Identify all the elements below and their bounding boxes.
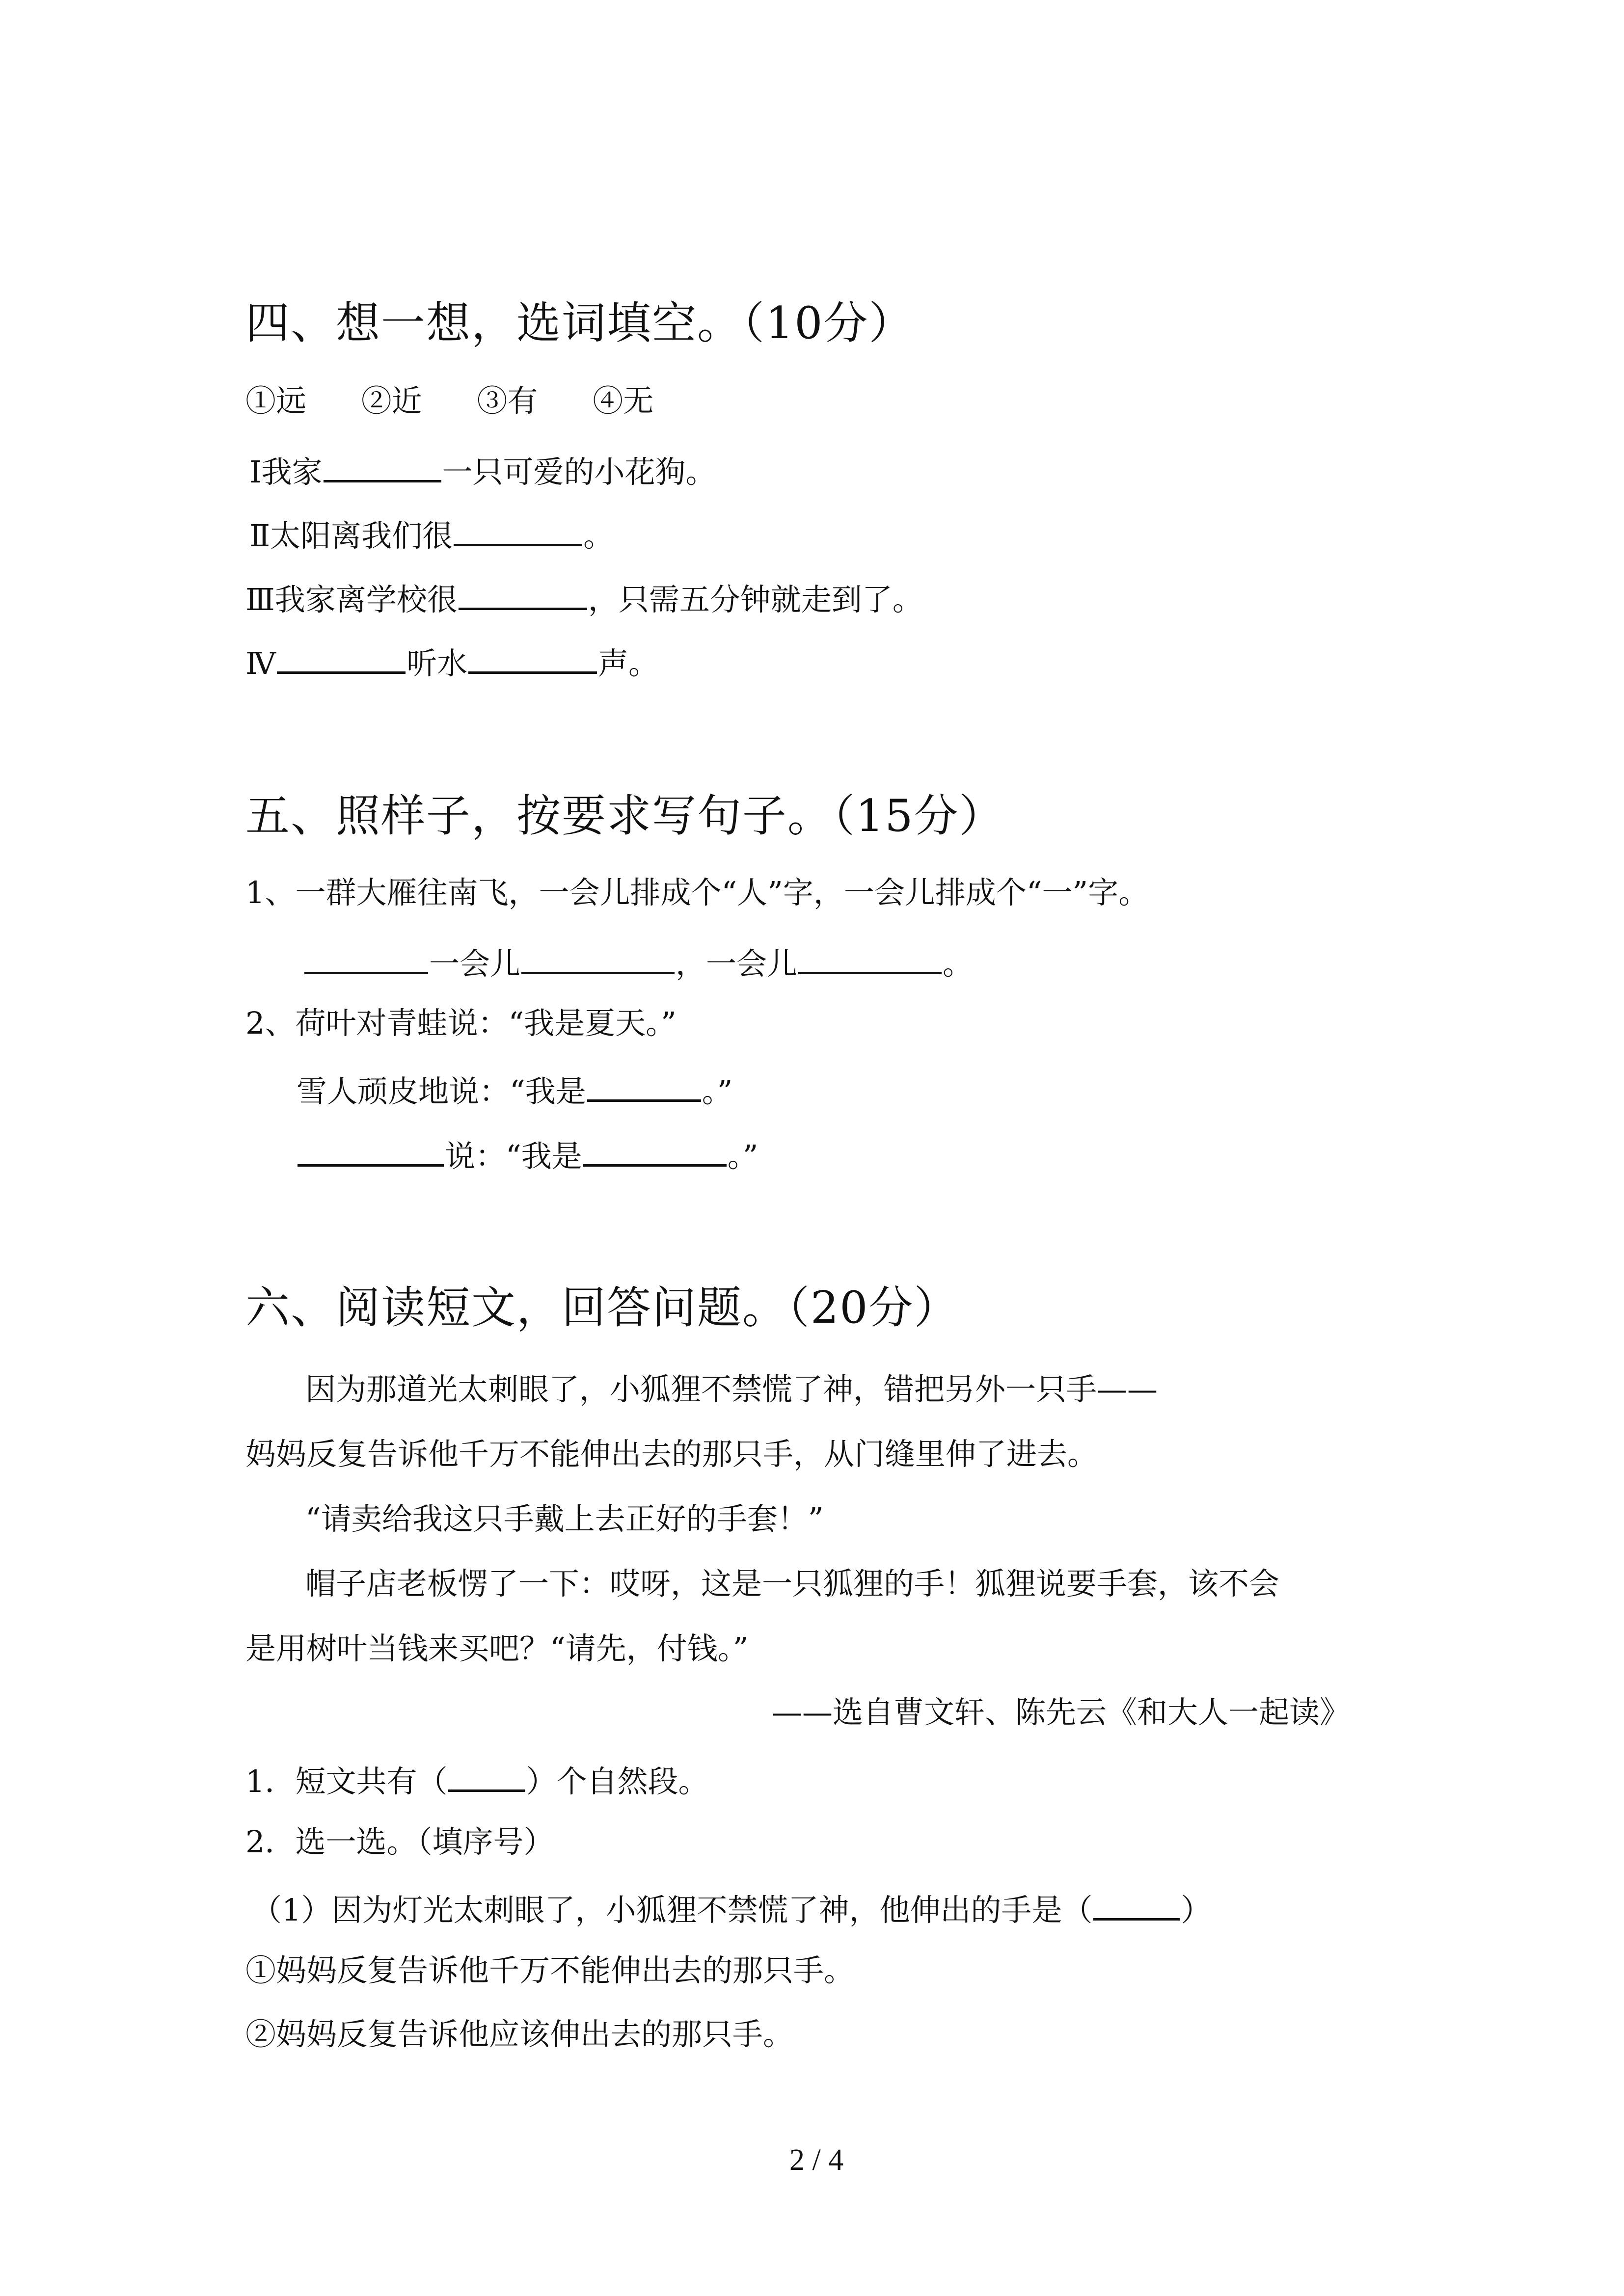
question-6-2-title: 2．选一选。（填序号） <box>245 1824 554 1860</box>
answer-text: 。 <box>943 946 974 982</box>
passage-line-4: 帽子店老板愣了一下：哎呀，这是一只狐狸的手！狐狸说要手套，该不会 <box>305 1566 1280 1602</box>
question-number: Ⅳ <box>245 645 276 681</box>
question-text: 我家离学校很 <box>274 582 458 617</box>
fill-blank[interactable] <box>454 516 582 546</box>
question-text: 听水 <box>406 645 467 681</box>
question-text: ） <box>1181 1892 1212 1928</box>
answer-5-1 <box>303 944 974 982</box>
question-5-2: 2、荷叶对青蛙说：“我是夏天。” <box>245 1005 677 1041</box>
question-4-4 <box>245 644 659 679</box>
question-4-3 <box>245 580 923 615</box>
section-4-options <box>245 383 654 419</box>
question-number: Ⅱ <box>249 518 271 554</box>
option-2: ②近 <box>361 383 422 419</box>
question-6-2-1 <box>251 1891 1212 1928</box>
question-text: 。 <box>583 518 614 554</box>
choice-1: ①妈妈反复告诉他千万不能伸出去的那只手。 <box>245 1952 855 1988</box>
question-text: 太阳离我们很 <box>270 518 453 554</box>
fill-blank[interactable] <box>1093 1891 1180 1921</box>
question-text: ，只需五分钟就走到了。 <box>588 582 923 617</box>
answer-text: 一会儿 <box>429 946 521 982</box>
question-text: 一只可爱的小花狗。 <box>442 454 716 490</box>
passage-line-2: 妈妈反复告诉他千万不能伸出去的那只手，从门缝里伸了进去。 <box>245 1436 1098 1472</box>
example-text: 。” <box>702 1073 733 1109</box>
passage-source: ——选自曹文轩、陈先云《和大人一起读》 <box>772 1694 1351 1730</box>
question-text: 我家 <box>261 454 323 490</box>
option-3: ③有 <box>477 383 538 419</box>
fill-blank[interactable] <box>587 1072 701 1102</box>
answer-text: 。” <box>727 1138 758 1174</box>
question-4-1 <box>249 453 716 490</box>
question-6-1 <box>245 1762 708 1797</box>
fill-blank[interactable] <box>304 944 428 974</box>
question-text: ）个自然段。 <box>526 1763 709 1799</box>
question-5-1: 1、一群大雁往南飞，一会儿排成个“人”字，一会儿排成个“一”字。 <box>245 875 1149 910</box>
passage-line-1: 因为那道光太刺眼了，小狐狸不禁慌了神，错把另外一只手—— <box>305 1371 1158 1407</box>
example-5-2 <box>297 1072 732 1107</box>
fill-blank[interactable] <box>298 1137 444 1167</box>
question-text: （1）因为灯光太刺眼了，小狐狸不禁慌了神，他伸出的手是（ <box>251 1892 1093 1928</box>
section-4-title: 四、想一想，选词填空。（10分） <box>245 297 914 349</box>
answer-5-2 <box>297 1137 758 1172</box>
fill-blank[interactable] <box>798 944 942 974</box>
fill-blank[interactable] <box>448 1762 525 1792</box>
question-number: Ⅰ <box>249 454 262 490</box>
choice-2: ②妈妈反复告诉他应该伸出去的那只手。 <box>245 2016 794 2052</box>
passage-line-3: “请卖给我这只手戴上去正好的手套！” <box>305 1501 824 1537</box>
answer-text: ，一会儿 <box>676 946 798 982</box>
fill-blank[interactable] <box>277 644 406 674</box>
passage-line-5: 是用树叶当钱来买吧？“请先，付钱。” <box>245 1630 749 1666</box>
fill-blank[interactable] <box>468 644 597 674</box>
fill-blank[interactable] <box>324 453 441 482</box>
section-6-title: 六、阅读短文，回答问题。（20分） <box>245 1282 959 1334</box>
fill-blank[interactable] <box>583 1137 727 1167</box>
question-text: 声。 <box>597 645 659 681</box>
option-1: ①远 <box>245 383 307 419</box>
fill-blank[interactable] <box>521 944 675 974</box>
page-number: 2 / 4 <box>789 2143 844 2177</box>
section-5-title: 五、照样子，按要求写句子。（15分） <box>245 790 1004 842</box>
option-4: ④无 <box>593 383 654 419</box>
question-text: 1．短文共有（ <box>245 1763 448 1799</box>
fill-blank[interactable] <box>459 580 587 610</box>
answer-text: 说：“我是 <box>445 1138 582 1174</box>
question-4-2 <box>249 516 614 554</box>
question-number: Ⅲ <box>245 582 275 617</box>
example-text: 雪人顽皮地说：“我是 <box>297 1073 586 1109</box>
